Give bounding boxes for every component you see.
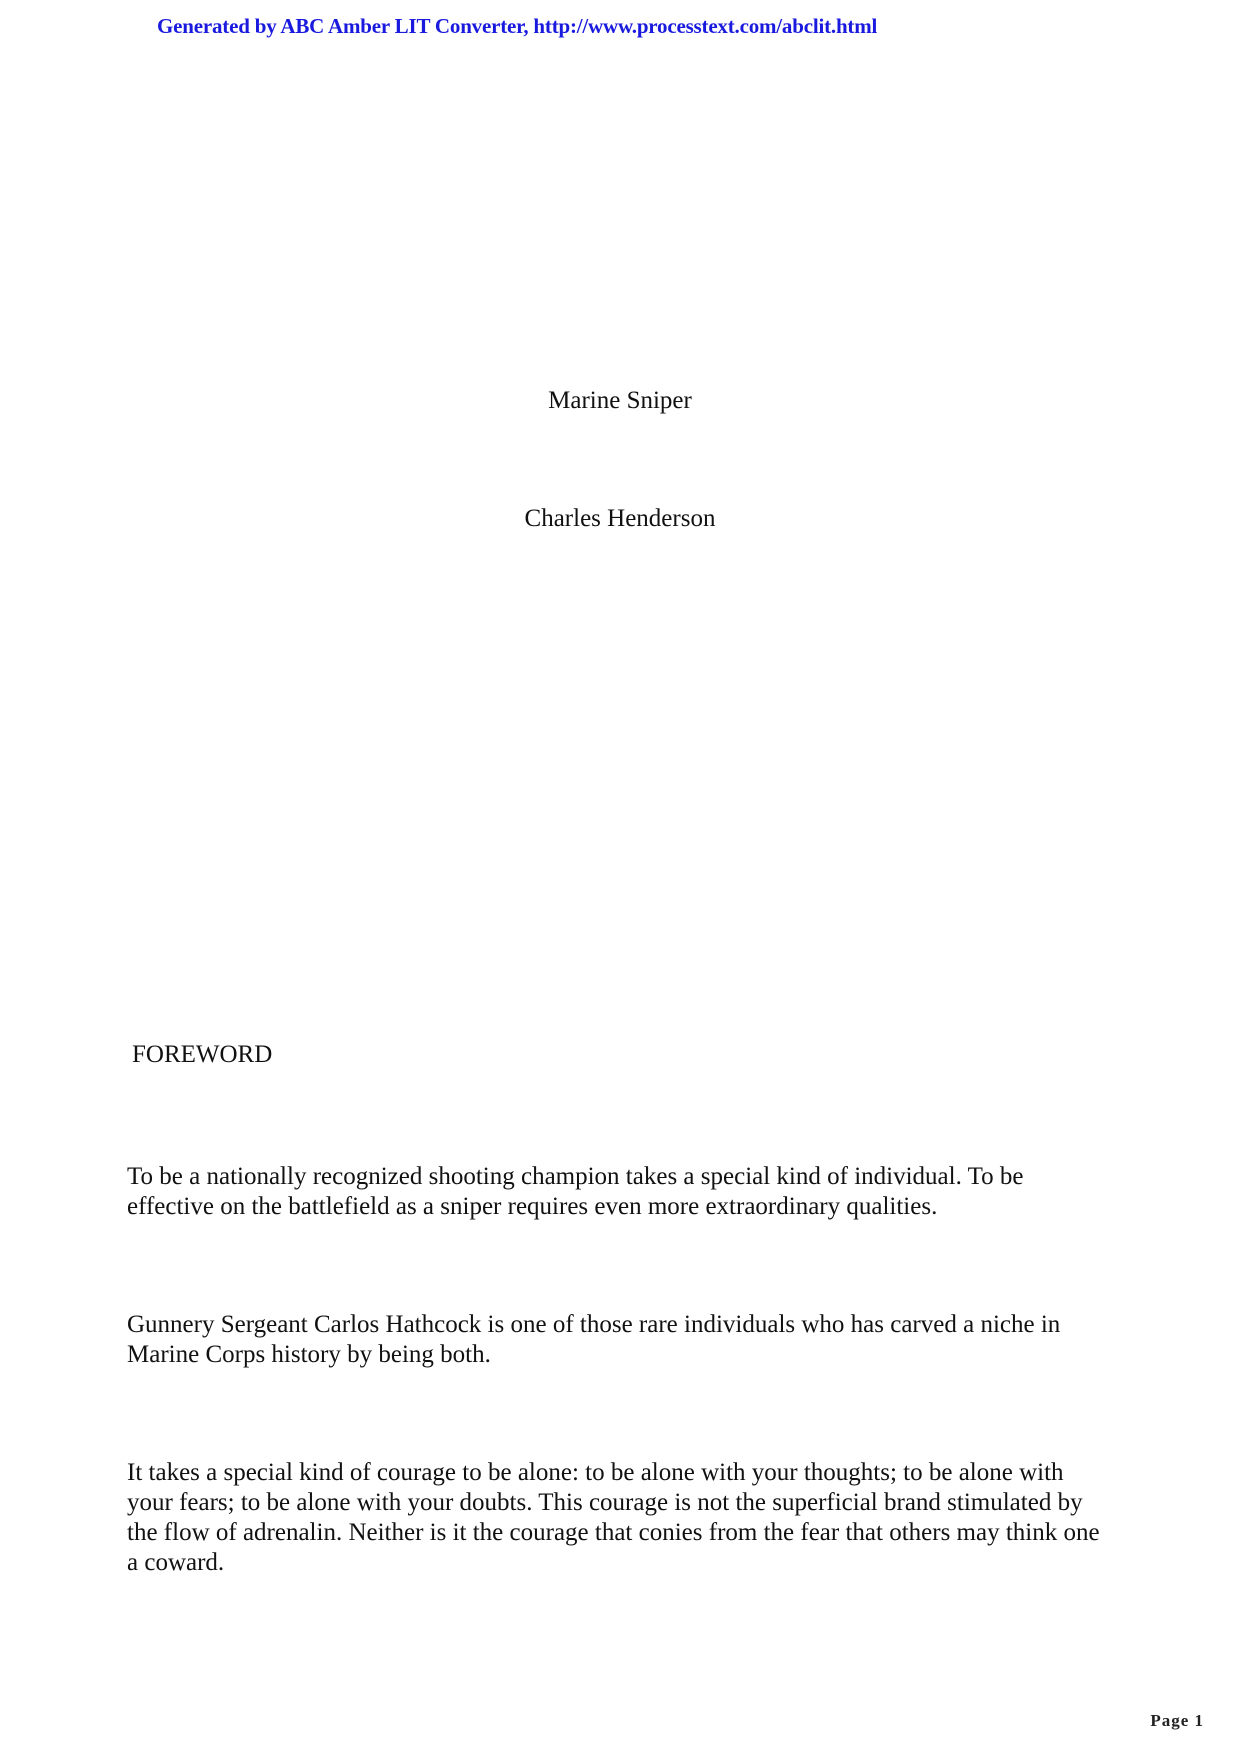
foreword-paragraph: Gunnery Sergeant Carlos Hathcock is one of those rare individuals who has carved a niche in Marine Corps history by being both. [127, 1311, 1061, 1368]
book-author: Charles Henderson [524, 505, 716, 532]
foreword-paragraph: It takes a special kind of courage to be alone: to be alone with your thoughts; to be alone with your fears; to be alone with your doubts. This courage is not the superficial brand stimulated by the flow of adrenalin. Neither is it the courage that conies from the fear that others may think one a coward. [127, 1459, 1100, 1576]
book-title: Marine Sniper [548, 387, 692, 414]
foreword-heading: FOREWORD [132, 1041, 273, 1068]
converter-header-link[interactable]: Generated by ABC Amber LIT Converter, http://www.processtext.com/abclit.html [157, 14, 878, 38]
page-number: Page 1 [1150, 1711, 1204, 1730]
foreword-paragraph: To be a nationally recognized shooting champion takes a special kind of individual. To be effective on the battlefield as a sniper requires even more extraordinary qualities. [127, 1163, 1024, 1220]
